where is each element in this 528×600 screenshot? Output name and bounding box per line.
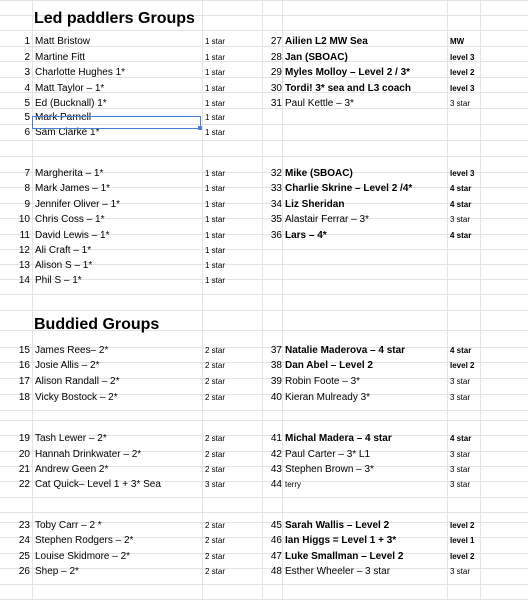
- level-cell[interactable]: 1 star: [205, 37, 226, 46]
- row-number-cell[interactable]: 36: [270, 230, 282, 241]
- participant-name-cell[interactable]: Louise Skidmore – 2*: [35, 551, 131, 562]
- row-number-cell[interactable]: 12: [18, 245, 30, 256]
- level-cell[interactable]: 3 star: [450, 215, 471, 224]
- row-number-cell[interactable]: 4: [24, 83, 30, 94]
- level-cell[interactable]: 2 star: [205, 346, 226, 355]
- row-gridline: [0, 310, 528, 311]
- level-cell[interactable]: 4 star: [450, 231, 472, 240]
- row-number-cell[interactable]: 27: [270, 36, 282, 47]
- level-cell[interactable]: level 2: [450, 361, 475, 370]
- level-cell[interactable]: 1 star: [205, 215, 226, 224]
- row-number-cell[interactable]: 44: [270, 479, 282, 490]
- row-number-cell[interactable]: 15: [18, 345, 30, 356]
- row-number-cell[interactable]: 22: [18, 479, 30, 490]
- participant-name-cell[interactable]: Kieran Mulready 3*: [285, 392, 371, 403]
- level-cell[interactable]: 2 star: [205, 536, 226, 545]
- column-gridline: [32, 0, 33, 600]
- level-cell[interactable]: 3 star: [450, 377, 471, 386]
- level-cell[interactable]: 3 star: [450, 480, 471, 489]
- level-cell[interactable]: 1 star: [205, 128, 226, 137]
- level-cell[interactable]: 2 star: [205, 361, 226, 370]
- participant-name-cell[interactable]: Josie Allis – 2*: [35, 360, 100, 371]
- participant-name-cell[interactable]: Luke Smallman – Level 2: [285, 551, 404, 562]
- level-cell[interactable]: level 2: [450, 68, 475, 77]
- level-cell[interactable]: 2 star: [205, 552, 226, 561]
- level-cell[interactable]: 2 star: [205, 450, 226, 459]
- row-number-cell[interactable]: 18: [18, 392, 30, 403]
- row-number-cell[interactable]: 45: [270, 520, 282, 531]
- row-number-cell[interactable]: 6: [24, 127, 30, 138]
- row-gridline: [0, 30, 528, 31]
- level-cell[interactable]: 3 star: [450, 450, 471, 459]
- participant-name-cell[interactable]: Lars – 4*: [285, 230, 327, 241]
- participant-name-cell[interactable]: Esther Wheeler – 3 star: [285, 566, 391, 577]
- participant-name-cell[interactable]: Paul Carter – 3* L1: [285, 449, 371, 460]
- row-gridline: [0, 156, 528, 157]
- column-gridline: [480, 0, 481, 600]
- level-cell[interactable]: 2 star: [205, 521, 226, 530]
- row-number-cell[interactable]: 2: [24, 52, 30, 63]
- column-gridline: [282, 0, 283, 600]
- level-cell[interactable]: 1 star: [205, 169, 226, 178]
- participant-name-cell[interactable]: Hannah Drinkwater – 2*: [35, 449, 142, 460]
- row-gridline: [0, 584, 528, 585]
- participant-name-cell[interactable]: Mark Parnell: [35, 112, 92, 123]
- level-cell[interactable]: 3 star: [450, 393, 471, 402]
- participant-name-cell[interactable]: Cat Quick– Level 1 + 3* Sea: [35, 479, 161, 490]
- row-number-cell[interactable]: 34: [270, 199, 282, 210]
- participant-name-cell[interactable]: David Lewis – 1*: [35, 230, 110, 241]
- participant-name-cell[interactable]: Paul Kettle – 3*: [285, 98, 354, 109]
- level-cell[interactable]: 4 star: [450, 184, 472, 193]
- row-number-cell[interactable]: 38: [270, 360, 282, 371]
- row-number-cell[interactable]: 3: [24, 67, 30, 78]
- row-number-cell[interactable]: 24: [18, 535, 30, 546]
- row-number-cell[interactable]: 1: [24, 36, 30, 47]
- participant-name-cell[interactable]: James Rees– 2*: [35, 345, 109, 356]
- buddied-groups-heading: Buddied Groups: [34, 316, 160, 333]
- row-number-cell[interactable]: 19: [18, 433, 30, 444]
- row-number-cell[interactable]: 10: [18, 214, 30, 225]
- row-number-cell[interactable]: 37: [270, 345, 282, 356]
- row-number-cell[interactable]: 47: [270, 551, 282, 562]
- participant-name-cell[interactable]: Myles Molloy – Level 2 / 3*: [285, 67, 411, 78]
- level-cell[interactable]: 1 star: [205, 53, 226, 62]
- level-cell[interactable]: 1 star: [205, 200, 226, 209]
- row-number-cell[interactable]: 25: [18, 551, 30, 562]
- participant-name-cell[interactable]: Michal Madera – 4 star: [285, 433, 392, 444]
- row-gridline: [0, 420, 528, 421]
- level-cell[interactable]: level 3: [450, 53, 475, 62]
- level-cell[interactable]: level 3: [450, 84, 475, 93]
- row-number-cell[interactable]: 32: [270, 168, 282, 179]
- level-cell[interactable]: 1 star: [205, 68, 226, 77]
- participant-name-cell[interactable]: Ed (Bucknall) 1*: [35, 98, 107, 109]
- participant-name-cell[interactable]: Charlotte Hughes 1*: [35, 67, 126, 78]
- row-number-cell[interactable]: 5: [24, 98, 30, 109]
- row-number-cell[interactable]: 21: [18, 464, 30, 475]
- level-cell[interactable]: 1 star: [205, 231, 226, 240]
- level-cell[interactable]: 1 star: [205, 184, 226, 193]
- participant-name-cell[interactable]: Tash Lewer – 2*: [35, 433, 107, 444]
- level-cell[interactable]: 1 star: [205, 246, 226, 255]
- participant-name-cell[interactable]: Andrew Geen 2*: [35, 464, 109, 475]
- level-cell[interactable]: 1 star: [205, 99, 226, 108]
- level-cell[interactable]: 3 star: [450, 465, 471, 474]
- level-cell[interactable]: 3 star: [205, 480, 226, 489]
- participant-name-cell[interactable]: Martine Fitt: [35, 52, 86, 63]
- level-cell[interactable]: 3 star: [450, 567, 471, 576]
- row-number-cell[interactable]: 46: [270, 535, 282, 546]
- participant-name-cell[interactable]: Phil S – 1*: [35, 275, 82, 286]
- level-cell[interactable]: 2 star: [205, 377, 226, 386]
- participant-name-cell[interactable]: Vicky Bostock – 2*: [35, 392, 118, 403]
- row-number-cell[interactable]: 13: [18, 260, 30, 271]
- participant-name-cell[interactable]: Chris Coss – 1*: [35, 214, 105, 225]
- participant-name-cell[interactable]: Natalie Maderova – 4 star: [285, 345, 406, 356]
- participant-name-cell[interactable]: Toby Carr – 2 *: [35, 520, 102, 531]
- participant-name-cell[interactable]: Tordi! 3* sea and L3 coach: [285, 83, 411, 94]
- participant-name-cell[interactable]: Mike (SBOAC): [285, 168, 353, 179]
- level-cell[interactable]: 3 star: [450, 99, 471, 108]
- participant-name-cell[interactable]: Stephen Brown – 3*: [285, 464, 374, 475]
- participant-name-cell[interactable]: Ailien L2 MW Sea: [285, 36, 368, 47]
- row-number-cell[interactable]: 9: [24, 199, 30, 210]
- row-number-cell[interactable]: 17: [18, 376, 30, 387]
- level-cell[interactable]: 4 star: [450, 346, 472, 355]
- participant-name-cell[interactable]: Margherita – 1*: [35, 168, 104, 179]
- row-number-cell[interactable]: 7: [24, 168, 30, 179]
- participant-name-cell[interactable]: Alison Randall – 2*: [35, 376, 120, 387]
- participant-name-cell[interactable]: Matt Bristow: [35, 36, 91, 47]
- participant-name-cell[interactable]: Stephen Rodgers – 2*: [35, 535, 134, 546]
- selected-cell-outline[interactable]: [32, 116, 201, 129]
- row-number-cell[interactable]: 35: [270, 214, 282, 225]
- participant-name-cell[interactable]: Jan (SBOAC): [285, 52, 348, 63]
- row-number-cell[interactable]: 5: [24, 112, 30, 123]
- row-gridline: [0, 140, 528, 141]
- row-number-cell[interactable]: 31: [270, 98, 282, 109]
- row-number-cell[interactable]: 48: [270, 566, 282, 577]
- participant-name-cell[interactable]: Mark James – 1*: [35, 183, 111, 194]
- level-cell[interactable]: 1 star: [205, 261, 226, 270]
- row-number-cell[interactable]: 30: [270, 83, 282, 94]
- row-number-cell[interactable]: 41: [270, 433, 282, 444]
- level-cell[interactable]: 2 star: [205, 465, 226, 474]
- level-cell[interactable]: 2 star: [205, 393, 226, 402]
- row-number-cell[interactable]: 11: [19, 230, 30, 241]
- row-number-cell[interactable]: 26: [18, 566, 30, 577]
- level-cell[interactable]: level 2: [450, 552, 475, 561]
- row-gridline: [0, 512, 528, 513]
- participant-name-cell[interactable]: Robin Foote – 3*: [285, 376, 361, 387]
- participant-name-cell[interactable]: Liz Sheridan: [285, 199, 345, 210]
- participant-name-cell[interactable]: Dan Abel – Level 2: [285, 360, 373, 371]
- column-gridline: [447, 0, 448, 600]
- level-cell[interactable]: level 3: [450, 169, 475, 178]
- participant-name-cell[interactable]: terry: [285, 480, 301, 489]
- level-cell[interactable]: level 2: [450, 521, 475, 530]
- row-number-cell[interactable]: 33: [270, 183, 282, 194]
- participant-name-cell[interactable]: Jennifer Oliver – 1*: [35, 199, 121, 210]
- level-cell[interactable]: 4 star: [450, 434, 472, 443]
- participant-name-cell[interactable]: Sam Clarke 1*: [35, 127, 100, 138]
- level-cell[interactable]: 4 star: [450, 200, 472, 209]
- participant-name-cell[interactable]: Alison S – 1*: [35, 260, 93, 271]
- fill-handle[interactable]: [198, 126, 202, 130]
- row-number-cell[interactable]: 16: [18, 360, 30, 371]
- participant-name-cell[interactable]: Matt Taylor – 1*: [35, 83, 105, 94]
- row-number-cell[interactable]: 43: [270, 464, 282, 475]
- participant-name-cell[interactable]: Ali Craft – 1*: [35, 245, 92, 256]
- level-cell[interactable]: 2 star: [205, 567, 226, 576]
- participant-name-cell[interactable]: Ian Higgs = Level 1 + 3*: [285, 535, 397, 546]
- row-gridline: [0, 497, 528, 498]
- level-cell[interactable]: 1 star: [205, 84, 226, 93]
- participant-name-cell[interactable]: Sarah Wallis – Level 2: [285, 520, 390, 531]
- row-number-cell[interactable]: 20: [18, 449, 30, 460]
- column-gridline: [202, 0, 203, 600]
- level-cell[interactable]: MW: [450, 37, 465, 46]
- row-number-cell[interactable]: 23: [18, 520, 30, 531]
- row-number-cell[interactable]: 39: [270, 376, 282, 387]
- row-number-cell[interactable]: 29: [270, 67, 282, 78]
- level-cell[interactable]: 2 star: [205, 434, 226, 443]
- row-number-cell[interactable]: 28: [270, 52, 282, 63]
- row-gridline: [0, 0, 528, 1]
- participant-name-cell[interactable]: Charlie Skrine – Level 2 /4*: [285, 183, 413, 194]
- row-gridline: [0, 410, 528, 411]
- level-cell[interactable]: 1 star: [205, 276, 226, 285]
- participant-name-cell[interactable]: Alastair Ferrar – 3*: [285, 214, 369, 225]
- led-groups-heading: Led paddlers Groups: [34, 10, 195, 27]
- participant-name-cell[interactable]: Shep – 2*: [35, 566, 79, 577]
- row-number-cell[interactable]: 42: [270, 449, 282, 460]
- row-gridline: [0, 294, 528, 295]
- row-number-cell[interactable]: 8: [24, 183, 30, 194]
- row-number-cell[interactable]: 14: [18, 275, 30, 286]
- level-cell[interactable]: level 1: [450, 536, 475, 545]
- row-number-cell[interactable]: 40: [270, 392, 282, 403]
- level-cell[interactable]: 1 star: [205, 113, 226, 122]
